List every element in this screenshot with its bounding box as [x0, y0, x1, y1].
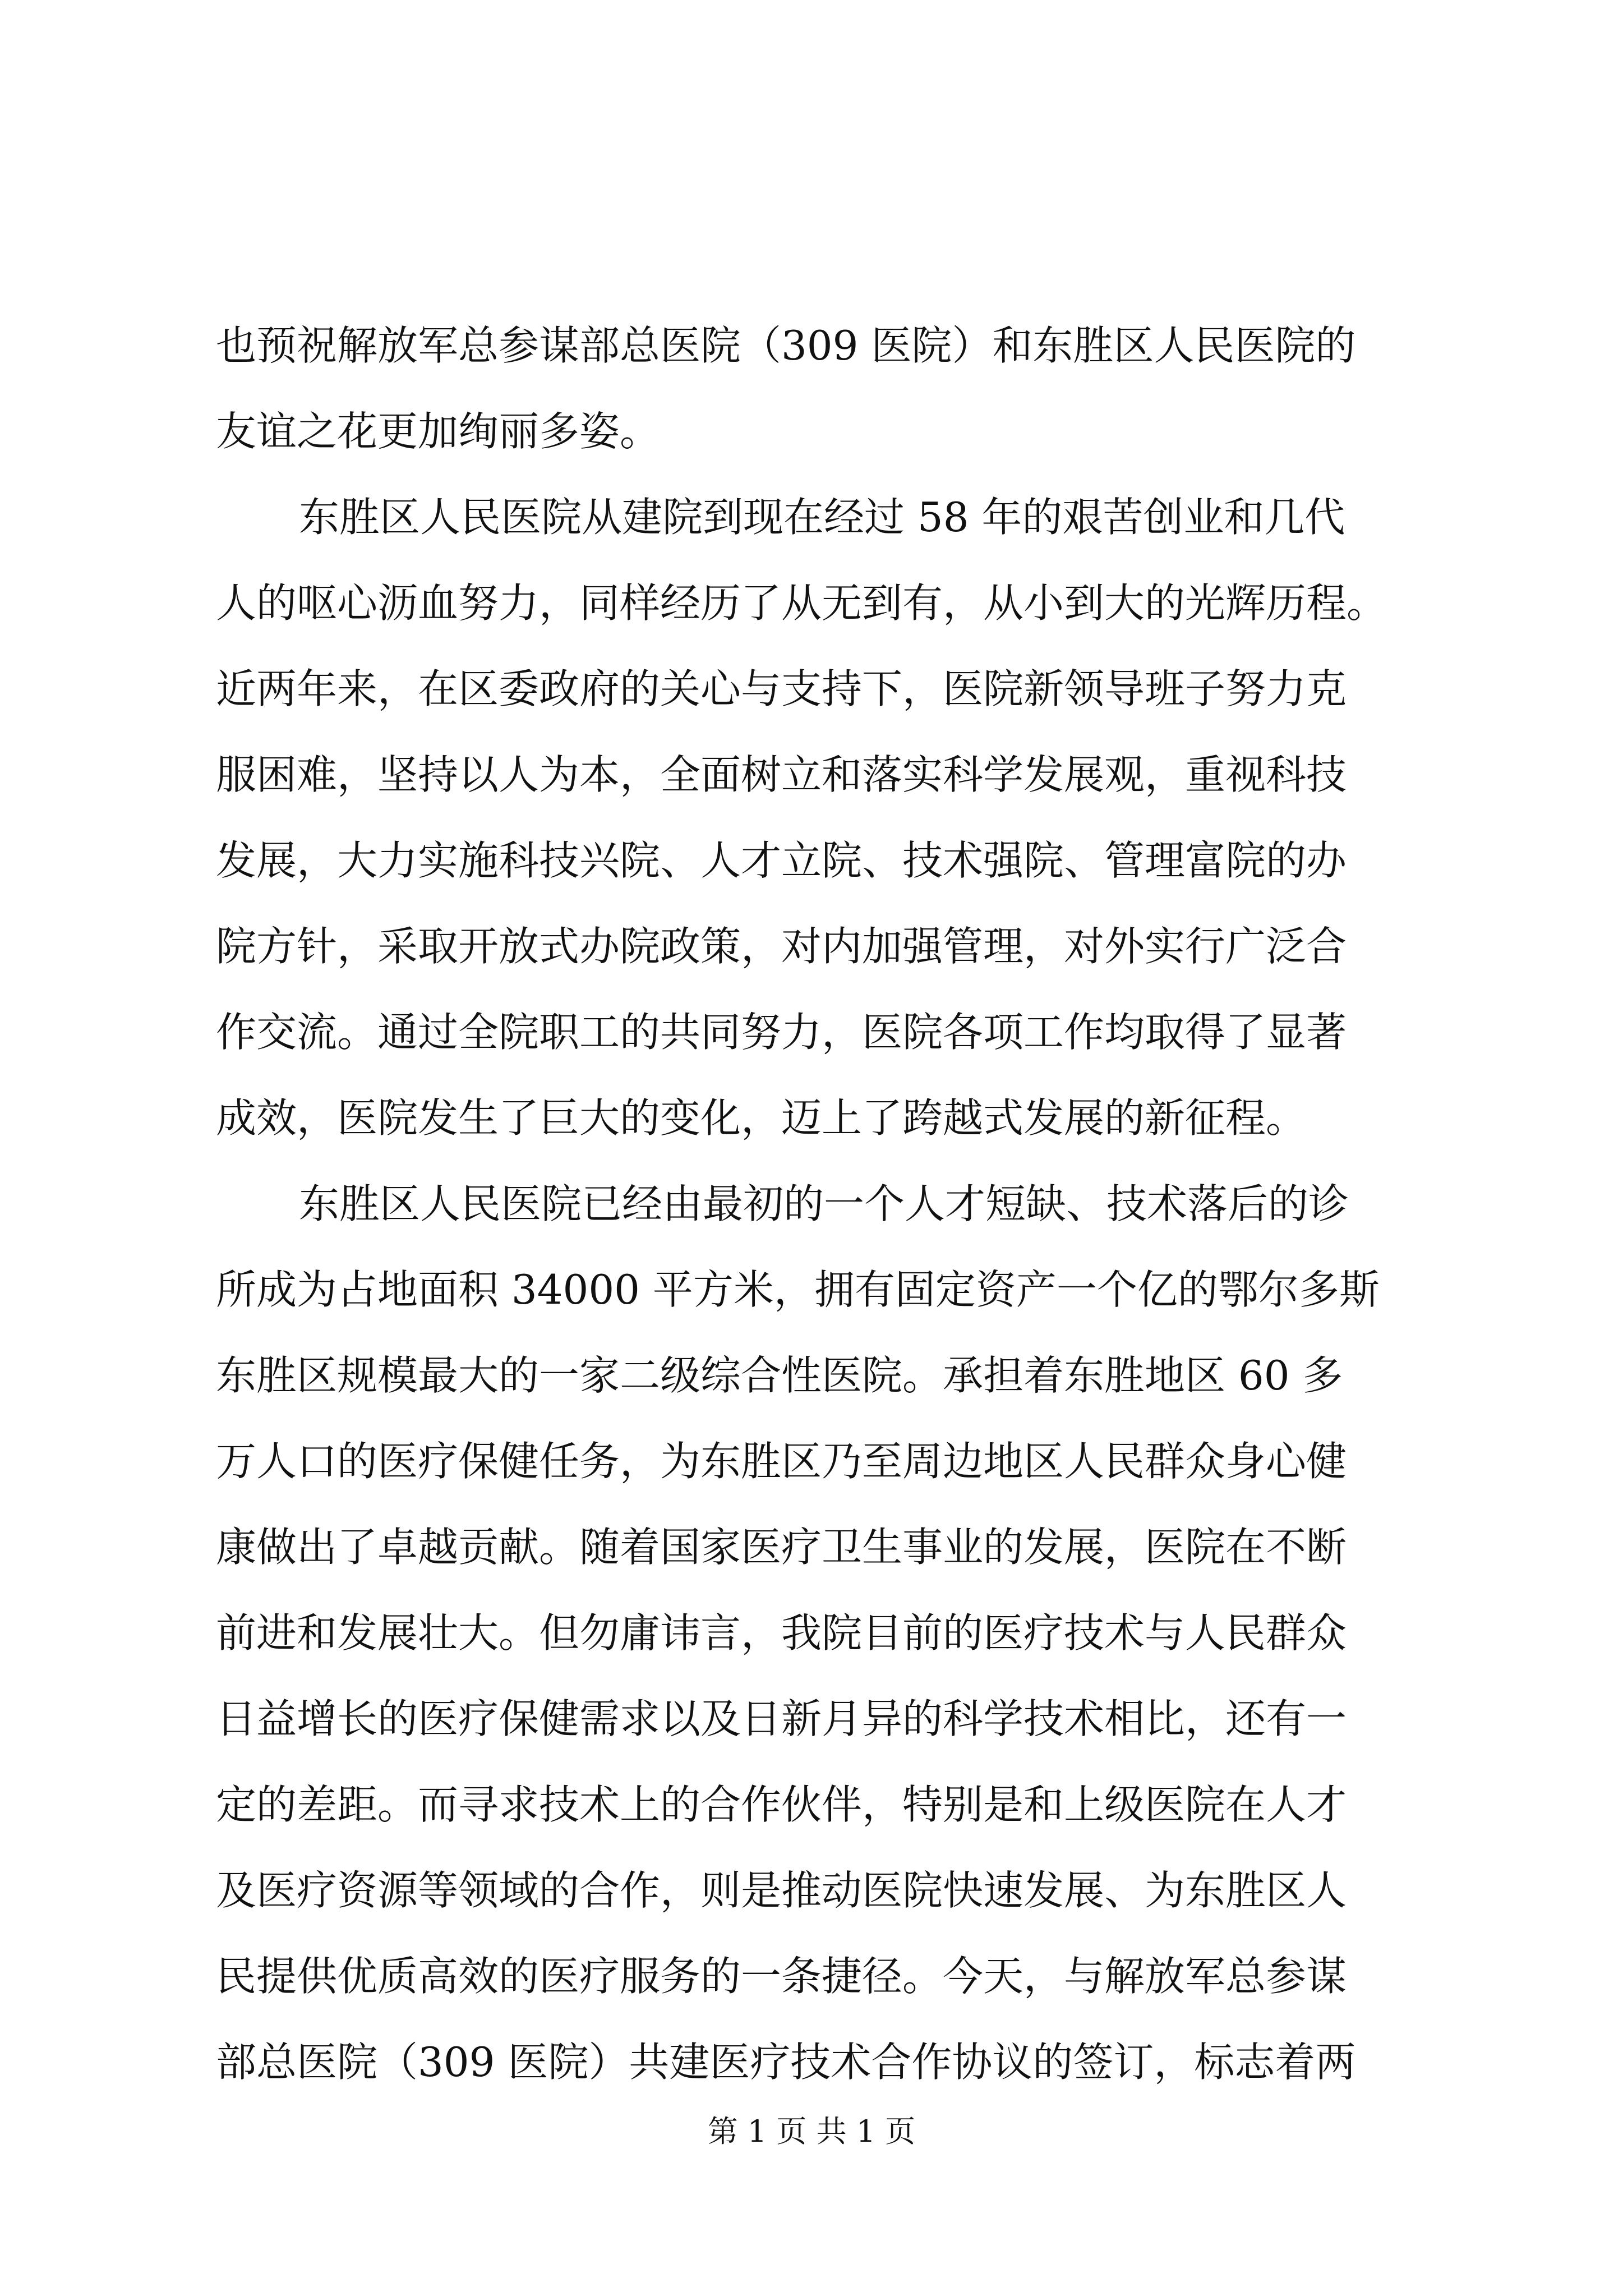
text-line: 民提供优质高效的医疗服务的一条捷径。今天，与解放军总参谋 [216, 1953, 1347, 2000]
text-line: 发展，大力实施科技兴院、人才立院、技术强院、管理富院的办 [216, 837, 1347, 884]
text-line: 部总医院（309 医院）共建医疗技术合作协议的签订，标志着两 [216, 2039, 1356, 2086]
text-line: 康做出了卓越贡献。随着国家医疗卫生事业的发展，医院在不断 [216, 1524, 1347, 1571]
page-footer: 第 1 页 共 1 页 [707, 2114, 916, 2149]
text-line: 服困难，坚持以人为本，全面树立和落实科学发展观，重视科技 [216, 751, 1347, 798]
text-line: 近两年来，在区委政府的关心与支持下，医院新领导班子努力克 [216, 665, 1347, 712]
text-line: 东胜区人民医院已经由最初的一个人才短缺、技术落后的诊 [299, 1180, 1349, 1227]
text-line: 友谊之花更加绚丽多姿。 [216, 408, 661, 455]
text-line: 院方针，采取开放式办院政策，对内加强管理，对外实行广泛合 [216, 923, 1347, 970]
text-line: 万人口的医疗保健任务，为东胜区乃至周边地区人民群众身心健 [216, 1438, 1347, 1485]
text-line: 所成为占地面积 34000 平方米，拥有固定资产一个亿的鄂尔多斯 [216, 1266, 1380, 1313]
text-line: 人的呕心沥血努力，同样经历了从无到有，从小到大的光辉历程。 [216, 579, 1387, 627]
paragraph-3 [216, 1161, 1410, 2105]
text-line: 日益增长的医疗保健需求以及日新月异的科学技术相比，还有一 [216, 1695, 1347, 1742]
text-line: 作交流。通过全院职工的共同努力，医院各项工作均取得了显著 [216, 1009, 1347, 1056]
text-line: 成效，医院发生了巨大的变化，迈上了跨越式发展的新征程。 [216, 1094, 1307, 1142]
text-line: 前进和发展壮大。但勿庸讳言，我院目前的医疗技术与人民群众 [216, 1609, 1347, 1657]
document-body [216, 303, 1410, 2105]
text-line: 定的差距。而寻求技术上的合作伙伴，特别是和上级医院在人才 [216, 1781, 1347, 1828]
paragraph-2 [216, 475, 1410, 1161]
text-line: 及医疗资源等领域的合作，则是推动医院快速发展、为东胜区人 [216, 1867, 1347, 1914]
text-line: 东胜区规模最大的一家二级综合性医院。承担着东胜地区 60 多 [216, 1352, 1343, 1399]
text-line: 也预祝解放军总参谋部总医院（309 医院）和东胜区人民医院的 [216, 322, 1356, 369]
paragraph-1 [216, 303, 1410, 475]
text-line: 东胜区人民医院从建院到现在经过 58 年的艰苦创业和几代 [299, 494, 1345, 541]
